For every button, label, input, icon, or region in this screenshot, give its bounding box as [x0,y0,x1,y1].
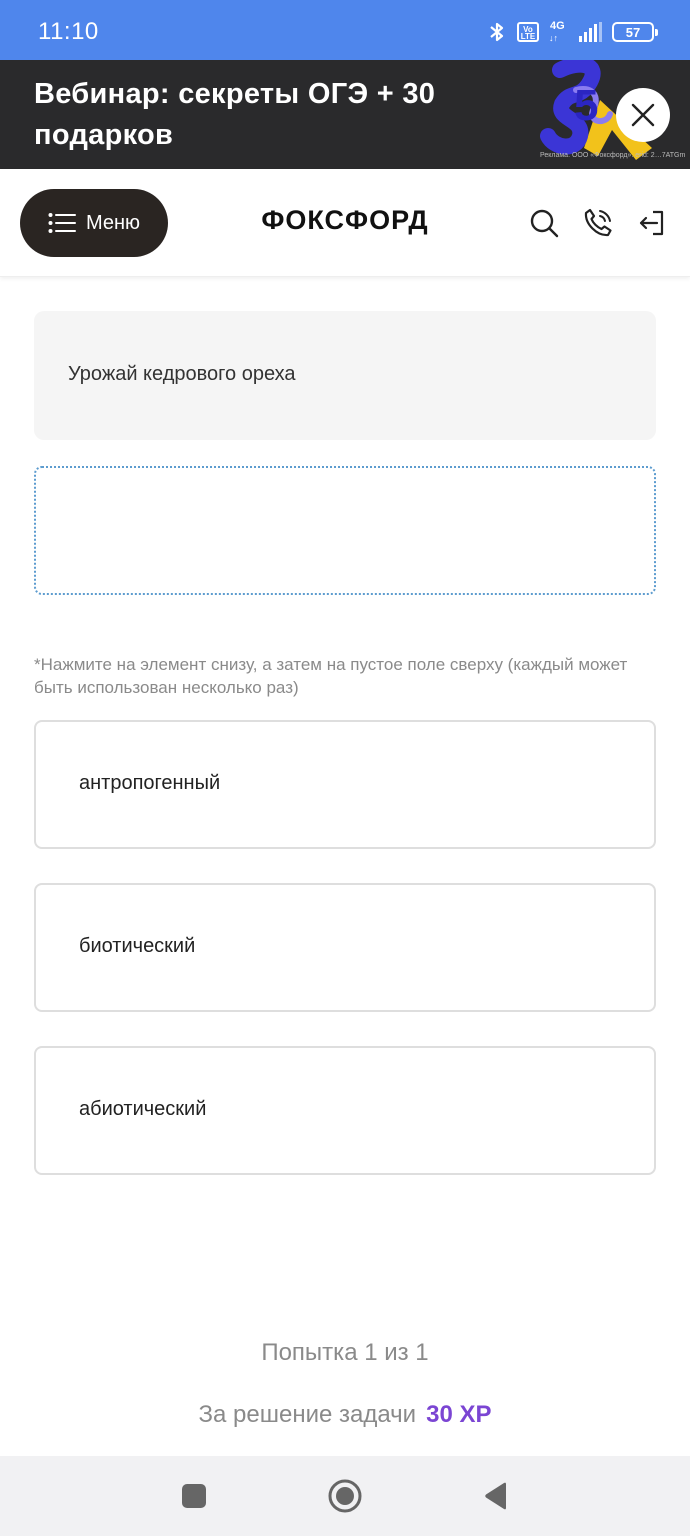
reward-label: За решение задачи [198,1401,417,1428]
battery-icon [612,22,654,42]
bluetooth-icon [487,20,507,44]
promo-title: Вебинар: секреты ОГЭ + 30 подарков [34,78,436,151]
recents-icon [181,1483,207,1509]
search-icon [528,207,560,239]
question-card [34,311,656,440]
answer-option[interactable] [34,883,656,1012]
status-icons [487,18,654,46]
status-bar [0,0,690,60]
menu-label: Меню [85,211,141,234]
signal-icon [579,22,602,42]
answer-option-label: абиотический [79,1098,207,1120]
home-button[interactable] [325,1476,365,1516]
network-type: 4G [550,20,565,32]
promo-banner[interactable] [0,60,690,169]
search-button[interactable] [528,207,560,239]
attempt-counter: Попытка 1 из 1 [261,1339,429,1366]
login-icon [636,207,668,239]
promo-art-label: 5 [574,81,599,130]
reward-value: 30 XP [426,1401,492,1428]
site-logo[interactable]: ФОКСФОРД [261,205,429,235]
answer-option-label: биотический [79,935,196,957]
instruction-hint: *Нажмите на элемент снизу, а затем на пустое поле сверху (каждый может быть использован несколько раз) [34,655,628,697]
answer-option[interactable] [34,720,656,849]
network-type-icon [549,21,569,43]
question-text: Урожай кедрового ореха [68,363,296,385]
hamburger-icon [48,212,76,234]
close-promo-button[interactable] [616,88,670,142]
phone-icon [582,207,614,239]
answer-drop-zone[interactable] [34,466,656,595]
recents-button[interactable] [174,1476,214,1516]
call-button[interactable] [582,207,614,239]
reward-line [0,1401,690,1429]
site-header [0,169,690,277]
battery-level: 57 [625,24,641,40]
back-button[interactable] [476,1476,516,1516]
volte-icon: Vo LTE [517,22,539,42]
status-time: 11:10 [38,18,99,45]
system-navigation-bar [0,1456,690,1536]
home-icon [327,1478,363,1514]
promo-legal: Реклама. ООО «Фоксфорд». erid: 2…7ATGm [540,152,686,159]
login-button[interactable] [636,207,668,239]
close-icon [630,102,656,128]
network-arrows: ↓↑ [549,33,558,43]
menu-button[interactable] [20,189,168,257]
answer-option[interactable] [34,1046,656,1175]
back-icon [482,1481,510,1511]
answer-option-label: антропогенный [79,772,221,794]
